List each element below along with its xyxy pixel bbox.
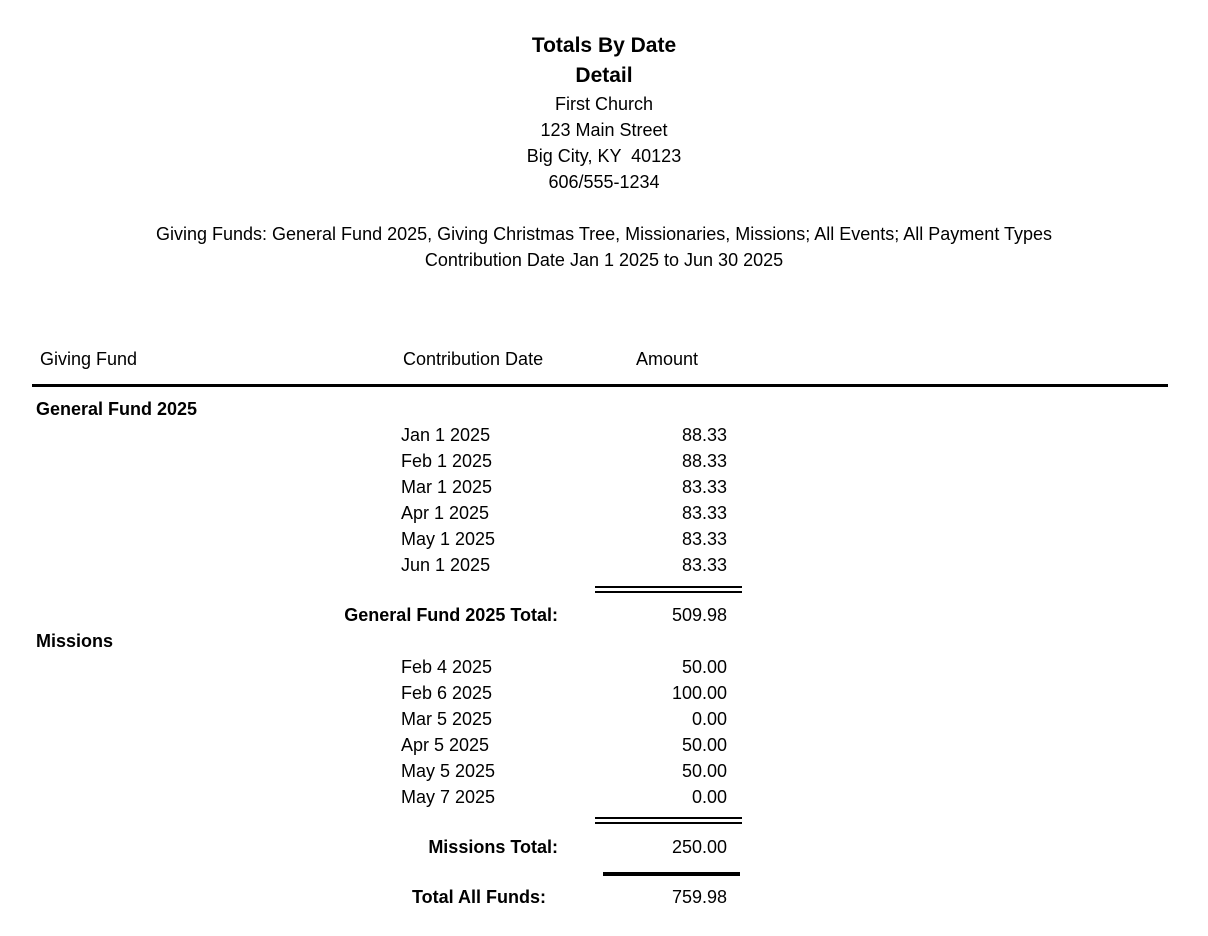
subtotal-rule [595,817,742,824]
table-header-row [0,348,1208,370]
section-total-amount: 250.00 [671,837,727,857]
amount-cell: 83.33 [681,477,727,497]
org-phone: 606/555-1234 [548,172,660,192]
section-header [0,630,1208,652]
report-subtitle: Detail [575,64,633,87]
table-row [0,656,1208,678]
date-cell: May 7 2025 [401,787,496,807]
date-cell: Jun 1 2025 [401,555,491,575]
section-total-amount: 509.98 [671,605,727,625]
amount-cell: 0.00 [691,709,727,729]
amount-cell: 50.00 [681,657,727,677]
section-header [0,398,1208,420]
section-total-label: General Fund 2025 Total: [344,605,558,625]
grand-total-rule [603,872,740,876]
fund-name: Missions [36,631,114,651]
org-address-city: Big City, KY 40123 [526,146,682,166]
org-address-street: 123 Main Street [540,120,668,140]
date-cell: Apr 1 2025 [401,503,490,523]
amount-cell: 100.00 [671,683,727,703]
filter-funds-line: Giving Funds: General Fund 2025, Giving Christmas Tree, Missionaries, Missions; All Events; All Payment Types [155,224,1053,244]
column-header-contribution-date: Contribution Date [403,349,544,369]
amount-cell: 83.33 [681,503,727,523]
grand-total-amount: 759.98 [671,887,727,907]
column-header-amount: Amount [636,349,699,369]
amount-cell: 0.00 [691,787,727,807]
column-header-giving-fund: Giving Fund [40,349,138,369]
section-total-row [0,604,1208,626]
date-cell: Mar 5 2025 [401,709,493,729]
fund-name: General Fund 2025 [36,399,198,419]
table-row [0,424,1208,446]
table-row [0,682,1208,704]
amount-cell: 50.00 [681,735,727,755]
date-cell: Feb 6 2025 [401,683,493,703]
date-cell: May 1 2025 [401,529,496,549]
amount-cell: 83.33 [681,555,727,575]
amount-cell: 83.33 [681,529,727,549]
subtotal-rule [595,586,742,593]
grand-total-row [0,886,1208,908]
amount-cell: 50.00 [681,761,727,781]
date-cell: May 5 2025 [401,761,496,781]
header-rule [32,384,1168,387]
date-cell: Mar 1 2025 [401,477,493,497]
grand-total-label: Total All Funds: [412,887,546,907]
date-cell: Feb 4 2025 [401,657,493,677]
report-title: Totals By Date [531,34,677,57]
amount-cell: 88.33 [681,451,727,471]
amount-cell: 88.33 [681,425,727,445]
table-row [0,708,1208,730]
table-row [0,476,1208,498]
section-total-row [0,836,1208,858]
date-cell: Apr 5 2025 [401,735,490,755]
table-row [0,554,1208,576]
table-row [0,528,1208,550]
table-row [0,734,1208,756]
table-row [0,760,1208,782]
table-row [0,450,1208,472]
table-row [0,786,1208,808]
date-cell: Feb 1 2025 [401,451,493,471]
filter-date-range: Contribution Date Jan 1 2025 to Jun 30 2025 [424,250,784,270]
date-cell: Jan 1 2025 [401,425,491,445]
table-row [0,502,1208,524]
org-name: First Church [554,94,653,114]
section-total-label: Missions Total: [428,837,558,857]
